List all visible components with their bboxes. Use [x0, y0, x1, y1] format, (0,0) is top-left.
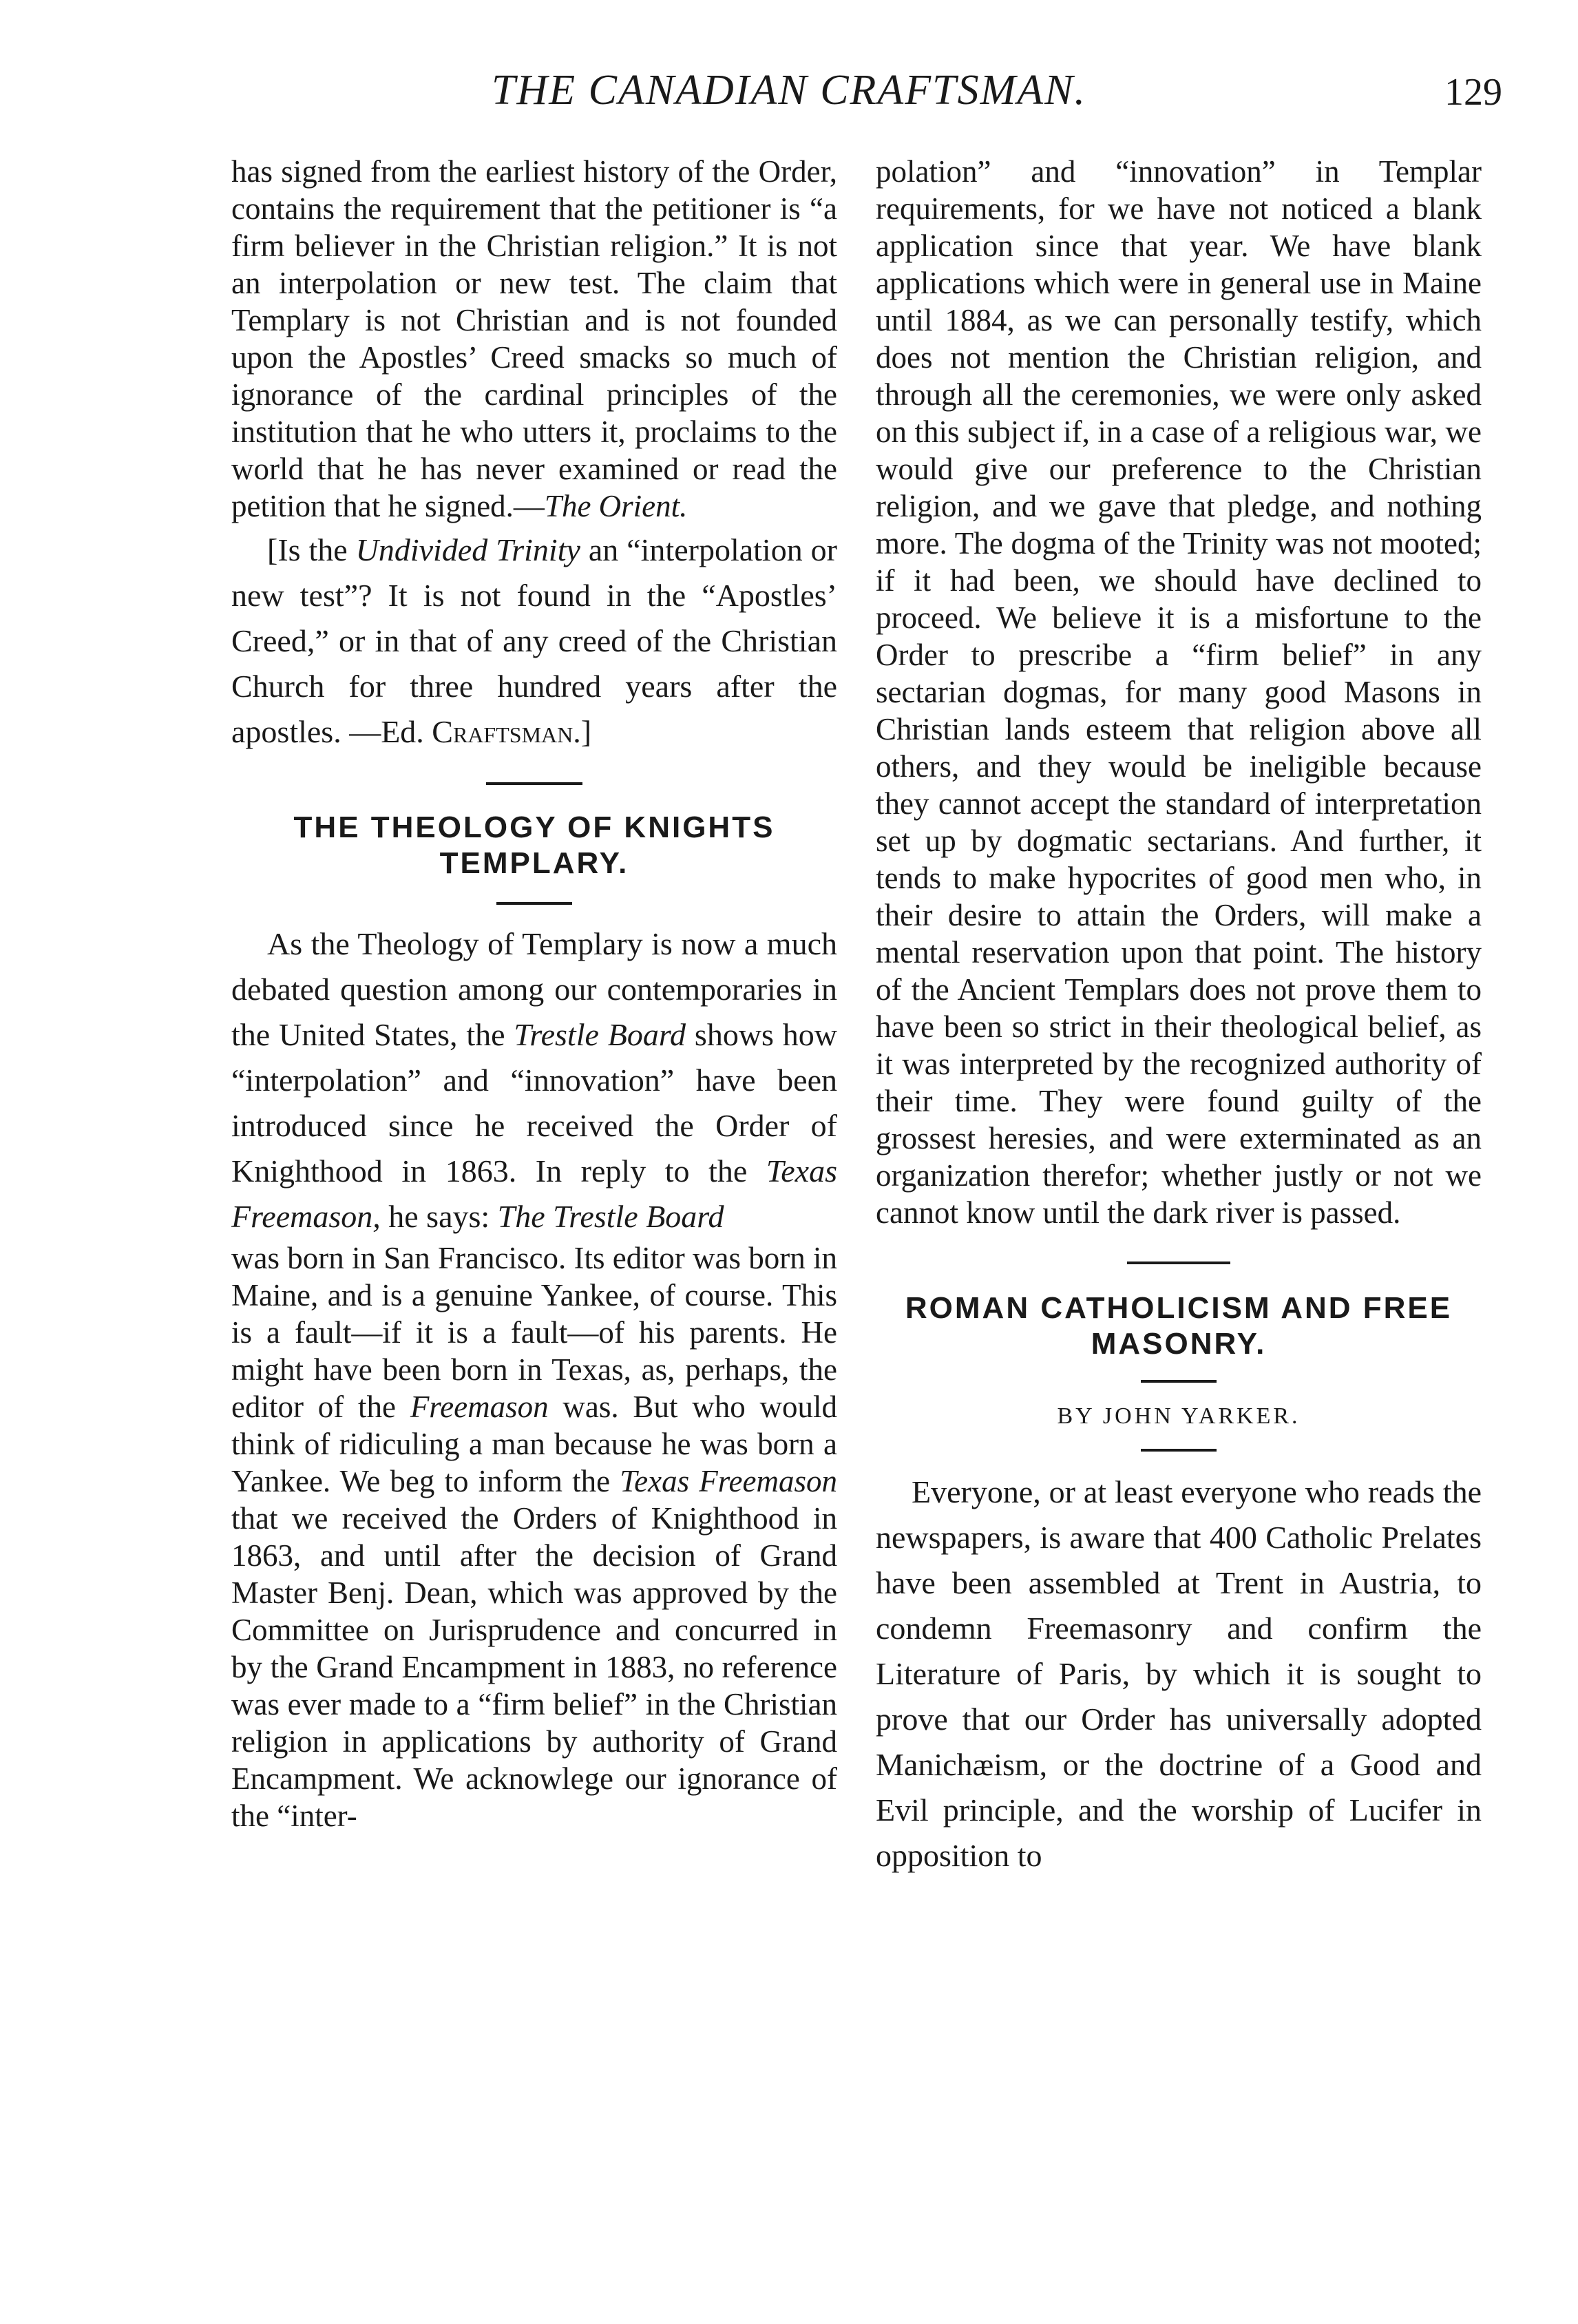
- source-orient: The Orient.: [544, 489, 688, 523]
- journal-title: THE CANADIAN CRAFTSMAN.: [491, 67, 1087, 114]
- right-paragraph-2: Everyone, or at least everyone who reads the newspapers, is aware that 400 Catholic Prelates have been assembled at Trent in Austria, to condemn Freemasonry and confirm the Literature of Paris, by which it is sought to prove that our Order has universally adopted Manichæism, or the doctrine of a Good and Evil principle, and the worship of Lucifer in opposition to: [876, 1474, 1482, 1873]
- divider: [486, 782, 582, 785]
- article-heading-theology: THE THEOLOGY OF KNIGHTS TEMPLARY.: [293, 810, 775, 880]
- divider: [496, 902, 572, 905]
- article-heading-catholicism: ROMAN CATHOLICISM AND FREE MASONRY.: [905, 1291, 1453, 1361]
- page-number: 129: [1444, 71, 1502, 114]
- running-head: [0, 66, 1578, 121]
- editor-note: [Is the Undivided Trinity an “interpolation or new test”? It is not found in the “Apostles’ Creed,” or in that of any creed of the Christian Church for three hundred years after the apostles. —Ed. Craftsman.]: [231, 532, 837, 749]
- right-paragraph-1: polation” and “innovation” in Templar requirements, for we have not noticed a blank application since that year. We have blank applications which were in general use in Maine until 1884, as we can personally testify, which does not mention the Christian religion, and through all the ceremonies, we were only asked on this subject if, in a case of a religious war, we would give our preference to the Christian religion, and we gave that pledge, and nothing more. The dogma of the Trinity was not mooted; if it had been, we should have declined to proceed. We believe it is a misfortune to the Order to prescribe a “firm belief” in any sectarian dogmas, for many good Masons in Christian lands esteem that religion above all others, and they would be ineligible because they cannot accept the standard of interpretation set up by dogmatic sectarians. And further, it tends to make hypocrites of good men who, in their desire to attain the Orders, will make a mental reservation upon that point. The history of the Ancient Templars does not prove them to have been so strict in their theological belief, as it was interpreted by the recognized authority of their time. They were found guilty of the grossest heresies, and were exterminated as an organization therefor; whether justly or not we cannot know until the dark river is passed.: [876, 154, 1482, 1230]
- byline: BY JOHN YARKER.: [1057, 1403, 1301, 1429]
- divider: [1141, 1380, 1217, 1383]
- left-paragraph-1: has signed from the earliest history of the Order, contains the requirement that the petitioner is “a firm believer in the Christian religion.” It is not an interpolation or new test. The claim that Templary is not Christian and is not founded upon the Apostles’ Creed smacks so much of ignorance of the cardinal principles of the institution that he who utters it, proclaims to the world that he has never examined or read the petition that he signed.—The Orient.: [231, 154, 837, 523]
- left-paragraph-3: As the Theology of Templary is now a much debated question among our contemporaries in the United States, the Trestle Board shows how “interpolation” and “innovation” have been introduced since he received the Order of Knighthood in 1863. In reply to the Texas Freemason, he says: The Trestle Board: [231, 926, 838, 1234]
- left-paragraph-4: was born in San Francisco. Its editor was born in Maine, and is a genuine Yankee, of course. This is a fault—if it is a fault—of his parents. He might have been born in Texas, as, perhaps, the editor of the Freemason was. But who would think of ridiculing a man because he was born a Yankee. We beg to inform the Texas Freemason that we received the Orders of Knighthood in 1863, and until after the decision of Grand Master Benj. Dean, which was approved by the Committee on Jurisprudence and concurred in by the Grand Encampment in 1883, no reference was ever made to a “firm belief” in the Christian religion in applications by authority of Grand Encampment. We acknowlege our ignorance of the “inter-: [231, 1241, 838, 1833]
- left-column: [231, 153, 837, 1834]
- right-column: [876, 153, 1482, 1878]
- divider: [1141, 1449, 1217, 1452]
- divider: [1127, 1262, 1230, 1264]
